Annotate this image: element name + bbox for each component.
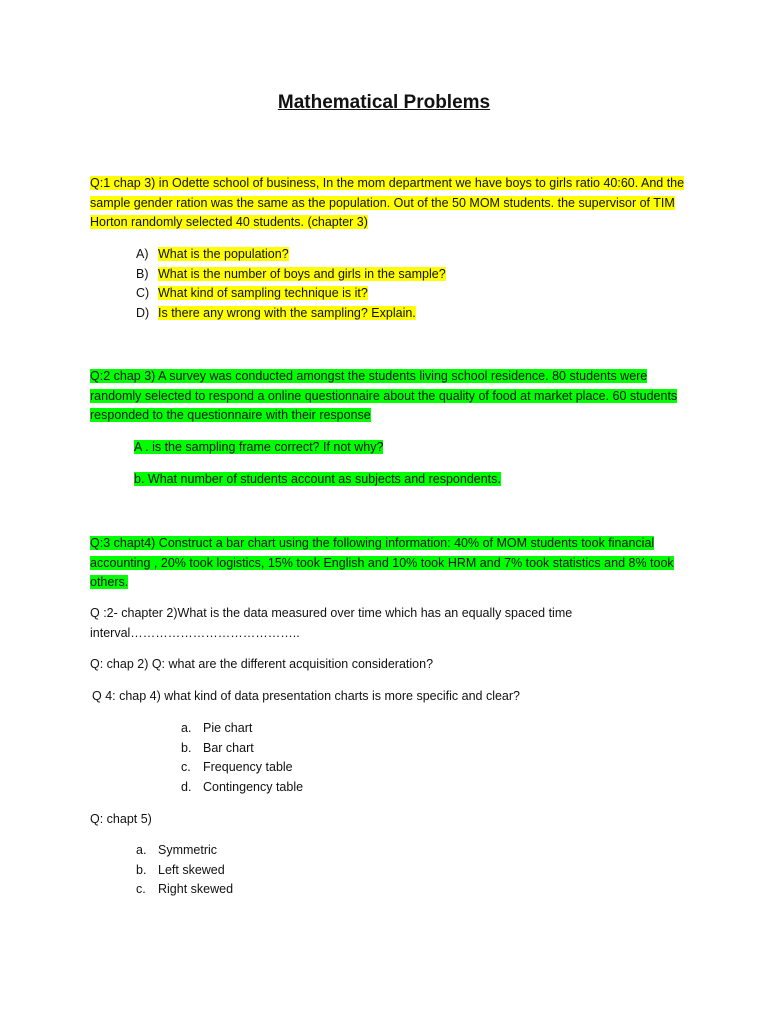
list-item (136, 880, 233, 900)
list-marker: c. (181, 760, 191, 775)
list-item (181, 758, 303, 778)
question-5-list (136, 841, 233, 900)
list-item (181, 778, 303, 798)
question-acquisition: Q: chap 2) Q: what are the different acquisition consideration? (90, 657, 434, 671)
list-item (136, 861, 233, 881)
list-item (136, 304, 446, 324)
question-1-text: Q:1 chap 3) in Odette school of business, In the mom department we have boys to girls ratio 40:60. And the sample gender ration was the same as the population. Out of the 50 MOM students. the supervisor of TIM Horton randomly selected 40 students. (chapter 3) (90, 176, 685, 230)
question-4-list (181, 719, 303, 797)
page-title: Mathematical Problems (277, 92, 491, 113)
list-text: What kind of sampling technique is it? (158, 286, 368, 301)
list-marker: D) (136, 305, 150, 320)
question-2 (90, 367, 690, 426)
question-2-sub-b-text: b. What number of students account as subjects and respondents. (134, 472, 501, 486)
question-2-sub-b (134, 470, 501, 490)
question-3 (90, 534, 690, 593)
question-5: Q: chapt 5) (90, 812, 152, 826)
question-time-line-1: Q :2- chapter 2)What is the data measured over time which has an equally spaced time (90, 606, 573, 620)
list-item (181, 739, 303, 759)
question-1 (90, 174, 690, 233)
list-marker: b. (136, 862, 147, 877)
list-marker: c. (136, 882, 146, 897)
list-marker: A) (136, 247, 149, 261)
list-item (136, 284, 446, 304)
question-2-text: Q:2 chap 3) A survey was conducted amongst the students living school residence. 80 students were randomly selected to respond a online questionnaire about the quality of food at market place. 60 students responded to the questionnaire with their response (90, 369, 678, 423)
list-text: What is the population? (158, 247, 289, 261)
question-3-text: Q:3 chapt4) Construct a bar chart using the following information: 40% of MOM students took financial accounting , 20% took logistics, 15% took English and 10% took HRM and 7% took statistics and 8% took others. (90, 536, 674, 590)
list-item (136, 245, 446, 265)
list-text: Pie chart (203, 721, 253, 735)
list-marker: C) (136, 286, 150, 301)
list-text: Symmetric (158, 843, 218, 857)
list-item (136, 841, 233, 861)
list-text: What is the number of boys and girls in the sample? (158, 266, 446, 281)
list-item (136, 265, 446, 285)
list-text: Left skewed (158, 862, 225, 877)
list-marker: a. (136, 843, 147, 857)
question-4: Q 4: chap 4) what kind of data presentation charts is more specific and clear? (92, 689, 521, 703)
list-text: Contingency table (203, 779, 304, 794)
list-text: Is there any wrong with the sampling? Explain. (158, 305, 416, 320)
list-text: Frequency table (203, 760, 293, 775)
list-marker: d. (181, 779, 192, 794)
list-text: Right skewed (158, 882, 234, 897)
list-item (181, 719, 303, 739)
list-marker: a. (181, 721, 192, 735)
question-1-list (136, 245, 446, 323)
question-time-line-2: interval………………………………….. (90, 626, 300, 640)
question-2-sub-a-text: A . is the sampling frame correct? If not why? (134, 440, 384, 454)
list-marker: B) (136, 266, 149, 281)
list-text: Bar chart (203, 740, 254, 755)
question-2-sub-a (134, 438, 383, 458)
list-marker: b. (181, 740, 192, 755)
